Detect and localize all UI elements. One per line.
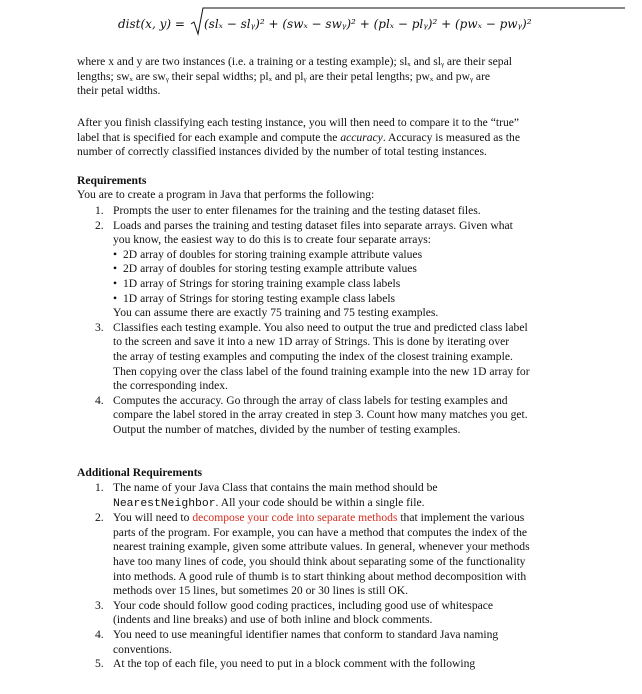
item-text: to the screen and save it into a new 1D array of Strings. This is done by iterating over — [113, 335, 510, 349]
item-text: The name of your Java Class that contains the main method should be — [113, 481, 438, 494]
item-text: methods over 15 lines, but sometimes 20 or 30 lines is still OK. — [113, 584, 408, 598]
formula-plus: + — [441, 17, 452, 31]
formula-term: (plₓ − plᵧ)² — [373, 17, 438, 31]
accuracy-term: accuracy — [340, 130, 383, 144]
list-item — [77, 394, 572, 438]
list-item — [77, 511, 572, 599]
additional-requirements-heading: Additional Requirements — [77, 466, 203, 479]
bullet-item: • 1D array of Strings for storing training example class labels — [113, 277, 572, 292]
list-item — [77, 219, 572, 321]
requirements-list — [77, 204, 572, 438]
requirements-intro: You are to create a program in Java that performs the following: — [77, 188, 375, 201]
paragraph-line: where x and y are two instances (i.e. a training or a testing example); slₓ and slᵧ are their sepal — [77, 55, 512, 68]
formula-term: (slₓ − slᵧ)² — [204, 17, 265, 31]
highlighted-phrase: decompose your code into separate methods — [192, 511, 398, 525]
item-text: you know, the easiest way to do this is to create four separate arrays: — [113, 233, 431, 247]
item-text: the corresponding index. — [113, 379, 228, 393]
array-bullets — [113, 248, 572, 306]
paragraph-line: After you finish classifying each testing instance, you will then need to compare it to the “true” — [77, 116, 520, 129]
item-text: Output the number of matches, divided by the number of testing examples. — [113, 422, 461, 436]
item-number: 5. — [95, 657, 104, 671]
item-text: nearest training example, given some attribute values. In general, whenever your methods — [113, 540, 530, 554]
item-text: You need to use meaningful identifier names that conform to standard Java naming — [113, 627, 499, 641]
item-text: parts of the program. For example, you can have a method that computes the index of the — [113, 525, 528, 539]
paragraph-line: their petal widths. — [77, 84, 161, 98]
formula-plus: + — [268, 17, 279, 31]
item-note: You can assume there are exactly 75 training and 75 testing examples. — [113, 306, 439, 320]
item-number: 1. — [95, 481, 104, 494]
paragraph-line: label that is specified for each example and compute the accuracy. Accuracy is measured as the — [77, 130, 520, 144]
item-number: 2. — [95, 511, 104, 525]
item-text: Then copying over the class label of the found training example into the new 1D array for — [113, 364, 530, 378]
item-number: 3. — [95, 320, 104, 334]
formula-lhs: dist(x, y) = — [118, 17, 185, 31]
item-text: At the top of each file, you need to put in a block comment with the following — [113, 657, 476, 671]
paragraph-line: lengths; swₓ are swᵧ their sepal widths; plₓ and plᵧ are their petal lengths; pwₓ and pwᵧ are — [77, 69, 491, 83]
additional-requirements-list — [77, 481, 572, 672]
item-text: Loads and parses the training and testing dataset files into separate arrays. Given what — [113, 218, 513, 232]
item-text: Computes the accuracy. Go through the array of class labels for testing examples and — [113, 393, 508, 407]
bullet-item: • 2D array of doubles for storing testing example attribute values — [113, 262, 572, 277]
list-item — [77, 481, 572, 511]
item-text: conventions. — [113, 642, 172, 656]
list-item — [77, 657, 572, 672]
item-text: NearestNeighbor. All your code should be within a single file. — [113, 495, 425, 510]
class-name-code: NearestNeighbor — [113, 497, 216, 510]
item-number: 4. — [95, 627, 104, 641]
list-item — [77, 628, 572, 657]
item-number: 1. — [95, 204, 104, 217]
accuracy-paragraph — [77, 116, 572, 160]
item-text: compare the label stored in the array created in step 3. Count how many matches you get. — [113, 408, 528, 422]
item-text: the array of testing examples and computing the index of the closest training example. — [113, 349, 513, 363]
item-text: into methods. A good rule of thumb is to start thinking about method decomposition with — [113, 569, 527, 583]
item-text: Your code should follow good coding practices, including good use of whitespace — [113, 598, 494, 612]
item-text: You will need to decompose your code into separate methods that implement the various — [113, 511, 525, 525]
distance-formula — [118, 6, 538, 36]
formula-plus: + — [359, 17, 370, 31]
paragraph-line: number of correctly classified instances divided by the number of total testing instances. — [77, 145, 487, 159]
item-text: Classifies each testing example. You also need to output the true and predicted class label — [113, 320, 528, 334]
item-text: Prompts the user to enter filenames for the training and the testing dataset files. — [113, 204, 481, 217]
item-number: 2. — [95, 218, 104, 232]
list-item — [77, 321, 572, 394]
bullet-item: • 1D array of Strings for storing testing example class labels — [113, 292, 572, 307]
item-number: 4. — [95, 393, 104, 407]
formula-term: (swₓ − swᵧ)² — [282, 17, 356, 31]
bullet-item: • 2D array of doubles for storing training example attribute values — [113, 248, 572, 263]
variables-paragraph — [77, 55, 572, 99]
item-text: have too many lines of code, you should think about separating some of the functionality — [113, 554, 526, 568]
item-text: (indents and line breaks) and use of both inline and block comments. — [113, 613, 433, 627]
requirements-heading: Requirements — [77, 174, 147, 187]
list-item — [77, 599, 572, 628]
item-number: 3. — [95, 598, 104, 612]
formula-rhs — [204, 17, 532, 32]
list-item — [77, 204, 572, 219]
formula-term: (pwₓ − pwᵧ)² — [454, 17, 532, 31]
